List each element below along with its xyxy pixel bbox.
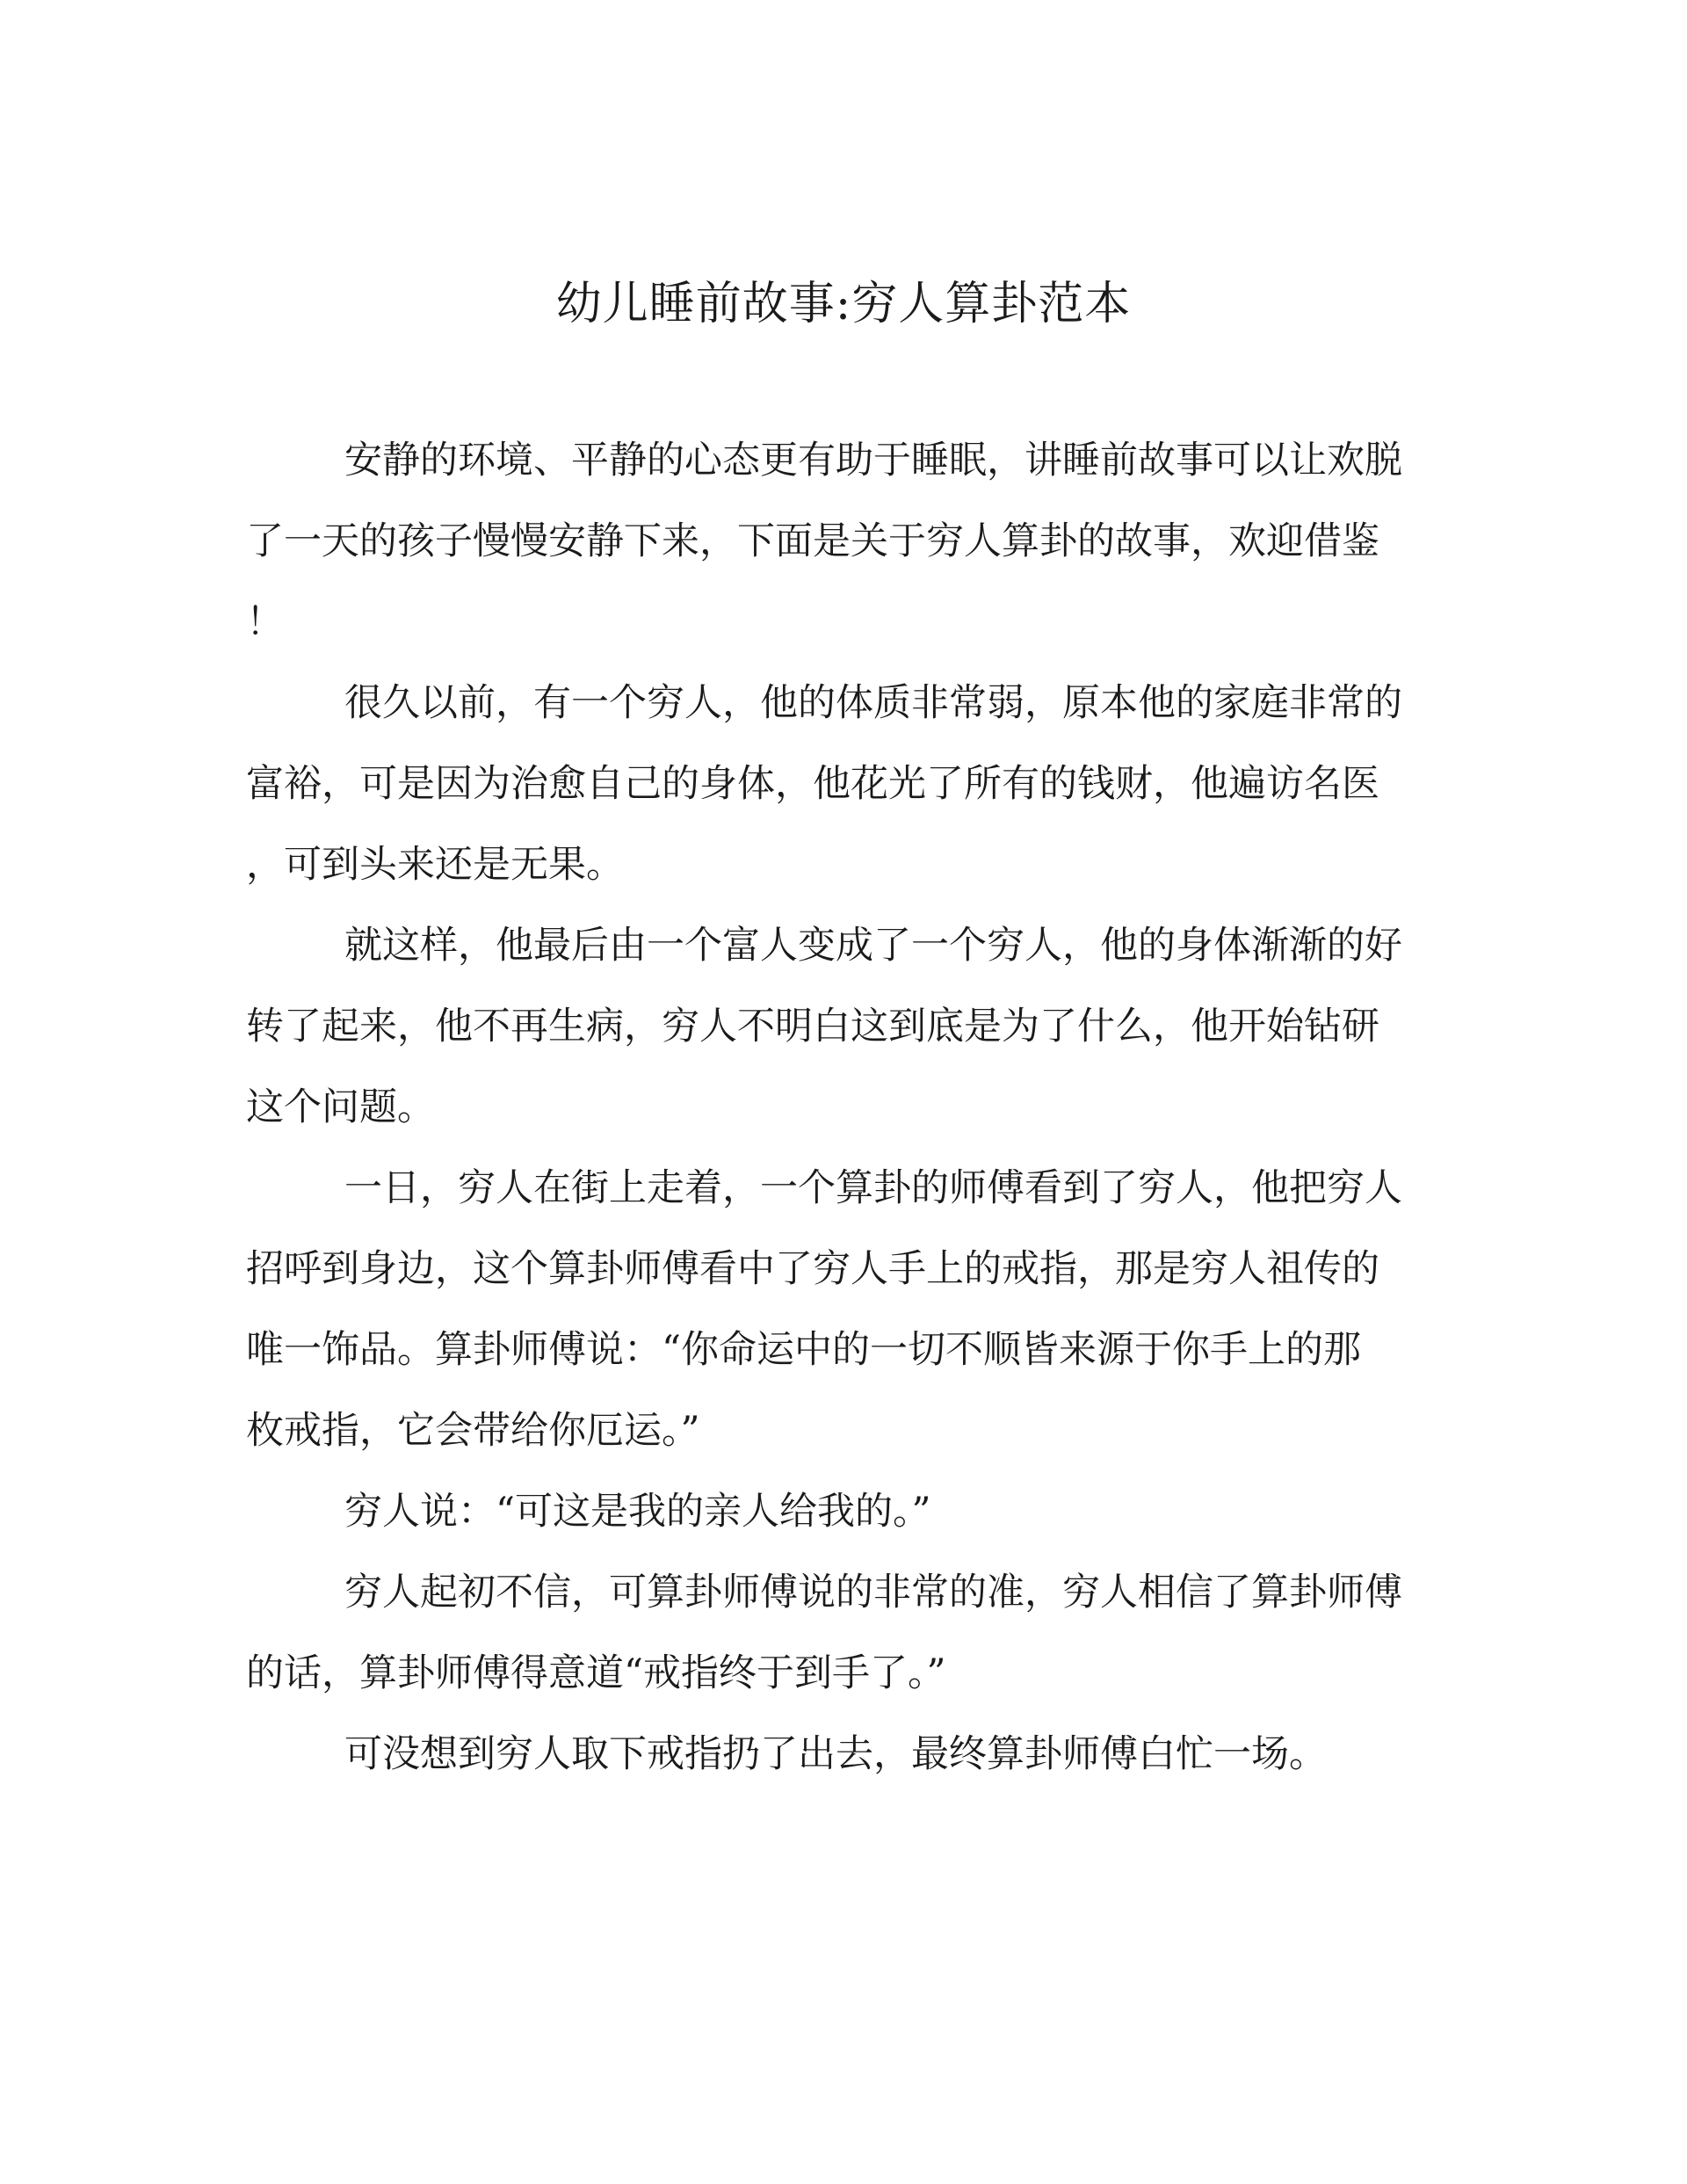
text-line: 这个问题。 — [246, 1085, 435, 1129]
text-line: 的话，算卦师傅得意道“戒指终于到手了。” — [246, 1651, 946, 1695]
text-line: 一日，穷人在街上走着，一个算卦的师傅看到了穷人，他把穷人 — [344, 1166, 1402, 1210]
text-line: 可没想到穷人取下戒指扔了出去，最终算卦师傅白忙一场。 — [344, 1732, 1327, 1776]
text-line: 唯一饰品。算卦师傅说：“你命运中的一切不顺皆来源于你手上的那 — [246, 1328, 1361, 1372]
document-title: 幼儿睡前故事:穷人算卦范本 — [555, 278, 1132, 330]
text-line: 枚戒指，它会带给你厄运。” — [246, 1409, 700, 1453]
text-line: 就这样，他最后由一个富人变成了一个穷人，他的身体渐渐的好 — [344, 924, 1402, 968]
text-line: 了一天的孩子慢慢安静下来，下面是关于穷人算卦的故事，欢迎借鉴 — [246, 519, 1379, 563]
text-line: 招呼到身边，这个算卦师傅看中了穷人手上的戒指，那是穷人祖传的 — [246, 1247, 1379, 1291]
text-line: 穷人起初不信，可算卦师傅说的非常的准，穷人相信了算卦师傅 — [344, 1571, 1402, 1614]
paragraph-story-1 — [246, 663, 1406, 905]
document-body — [246, 420, 1406, 1795]
text-line: 很久以前，有一个穷人，他的体质非常弱，原本他的家庭非常的 — [344, 681, 1402, 725]
paragraph-story-2 — [246, 905, 1406, 1148]
text-line: 富裕，可是因为治愈自己的身体，他花光了所有的钱财，他遍访名医 — [246, 762, 1379, 806]
paragraph-intro — [246, 420, 1406, 663]
paragraph-story-5 — [246, 1552, 1406, 1714]
paragraph-story-4 — [246, 1471, 1406, 1552]
text-line: ，可到头来还是无果。 — [246, 843, 624, 887]
text-line: 穷人说：“可这是我的亲人给我的。” — [344, 1490, 931, 1534]
text-line: ！ — [246, 600, 284, 644]
paragraph-story-3 — [246, 1148, 1406, 1471]
paragraph-story-6 — [246, 1714, 1406, 1795]
text-line: 转了起来，他不再生病，穷人不明白这到底是为了什么，他开始钻研 — [246, 1005, 1379, 1048]
text-line: 安静的环境、平静的心态更有助于睡眠，讲睡前故事可以让欢脱 — [344, 439, 1402, 483]
